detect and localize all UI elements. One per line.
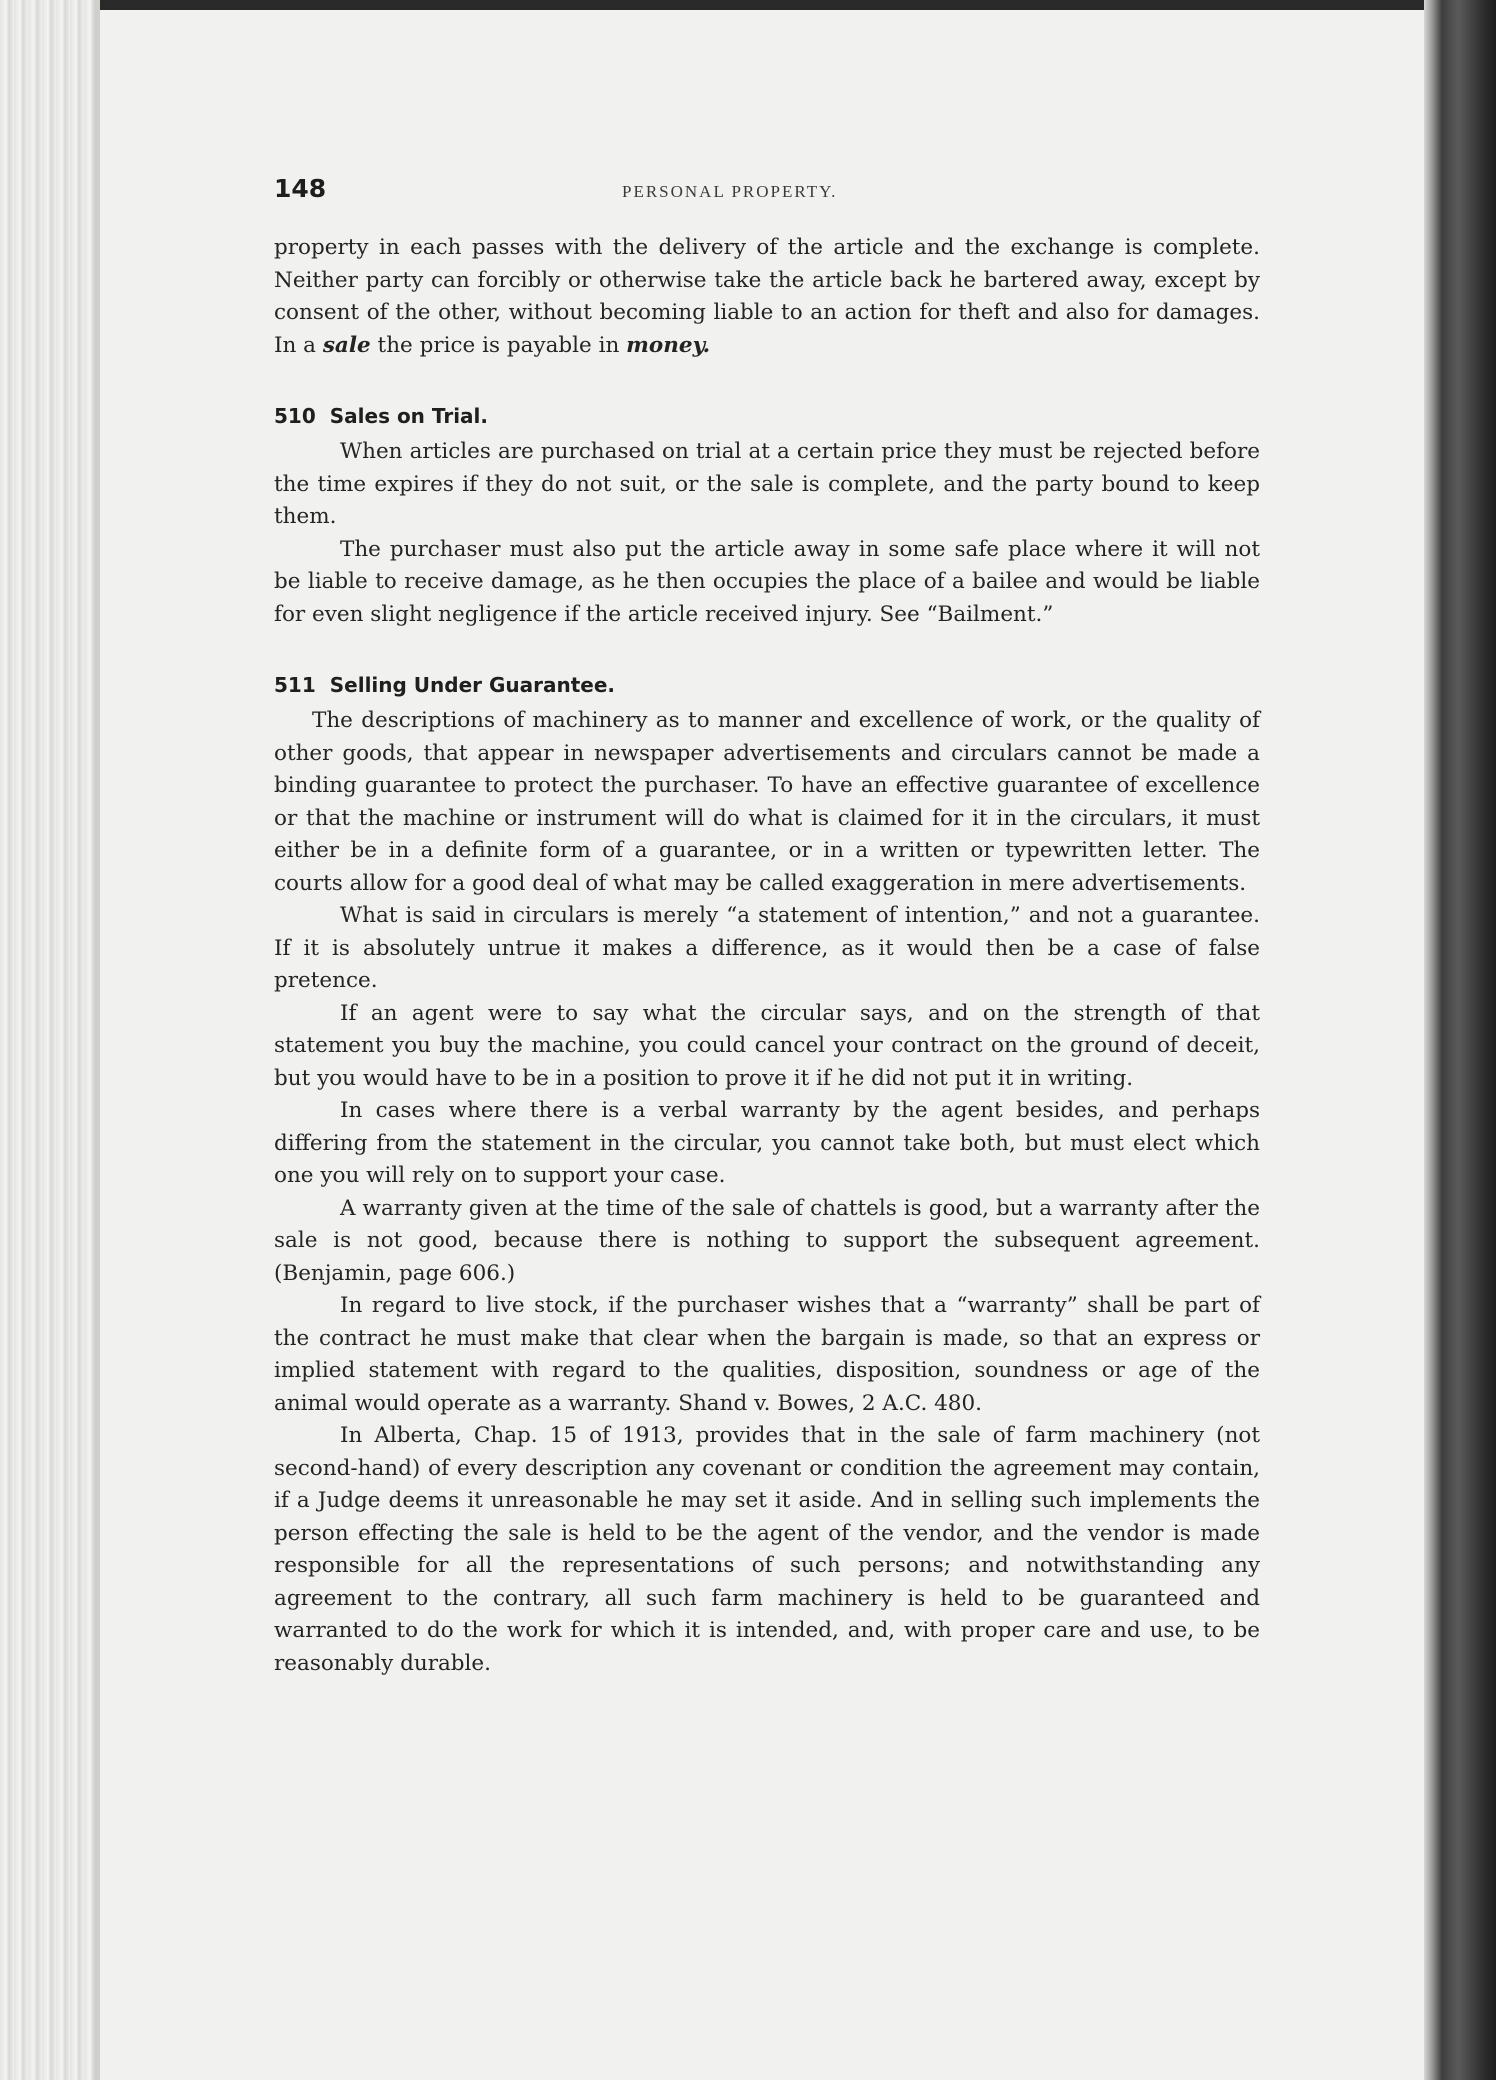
paragraph: If an agent were to say what the circular says, and on the strength of that statement you buy the machine, you could cancel your contract on the ground of deceit, but you would have to be in a position to prove it if he did not put it in writing.: [274, 1000, 1260, 1091]
running-title: PERSONAL PROPERTY.: [622, 182, 838, 201]
page-body: [274, 170, 1260, 1680]
section-title: Sales on Trial.: [329, 404, 488, 428]
section-heading-511: [274, 669, 1260, 701]
page-number: 148: [274, 174, 327, 203]
paragraph: The descriptions of machinery as to manner and excellence of work, or the quality of other goods, that appear in newspaper advertisements and circulars cannot be made a binding guarantee to protect the purchaser. To have an effective guarantee of excellence or that the machine or instrument will do what is claimed for it in the circulars, it must either be in a definite form of a guarantee, or in a written or typewritten letter. The courts allow for a good deal of what may be called exaggeration in mere advertisements.: [274, 708, 1260, 896]
paragraph: What is said in circulars is merely “a statement of intention,” and not a guarantee. If it is absolutely untrue it makes a difference, as it would then be a case of false pretence.: [274, 903, 1260, 993]
intro-paragraph: [274, 232, 1260, 362]
paragraph: The purchaser must also put the article away in some safe place where it will not be liable to receive damage, as he then occupies the place of a bailee and would be liable for even slight negligence if the article received injury. See “Bailment.”: [274, 536, 1260, 627]
section-heading-510: [274, 400, 1260, 432]
intro-text-before: property in each passes with the delivery of the article and the exchange is complete. Neither party can forcibly or otherwise take the article back he bartered away, except by consent of the other, without becoming liable to an action for theft and also for damages. In a: [274, 235, 1260, 358]
page-edge-shadow: [1424, 0, 1496, 2080]
paragraph: In regard to live stock, if the purchaser wishes that a “warranty” shall be part of the contract he must make that clear when the bargain is made, so that an express or implied statement with regard to the qualities, disposition, soundness or age of the animal would operate as a warranty. Shand v. Bowes, 2 A.C. 480.: [274, 1293, 1260, 1416]
intro-text-middle: the price is payable in: [370, 332, 627, 358]
scan-top-border: [0, 0, 1496, 10]
emphasis-sale: sale: [322, 332, 371, 358]
emphasis-money: money.: [626, 332, 711, 358]
section-title: Selling Under Guarantee.: [329, 673, 616, 697]
book-binding-edge: [0, 0, 100, 2080]
paragraph: In cases where there is a verbal warranty by the agent besides, and perhaps differing from the statement in the circular, you cannot take both, but must elect which one you will rely on to support your case.: [274, 1098, 1260, 1188]
paragraph: When articles are purchased on trial at a certain price they must be rejected before the time expires if they do not suit, or the sale is complete, and the party bound to keep them.: [274, 439, 1260, 529]
section-number: 510: [274, 404, 316, 428]
running-head: [274, 170, 1260, 210]
section-number: 511: [274, 673, 316, 697]
paragraph: In Alberta, Chap. 15 of 1913, provides that in the sale of farm machinery (not second-hand) of every description any covenant or condition the agreement may contain, if a Judge deems it unreasonable he may set it aside. And in selling such implements the person effecting the sale is held to be the agent of the vendor, and the vendor is made responsible for all the representations of such persons; and notwithstanding any agreement to the contrary, all such farm machinery is held to be guaranteed and warranted to do the work for which it is intended, and, with proper care and use, to be reasonably durable.: [274, 1423, 1260, 1676]
paragraph: A warranty given at the time of the sale of chattels is good, but a warranty after the sale is not good, because there is nothing to support the subsequent agreement. (Benjamin, page 606.): [274, 1195, 1260, 1286]
